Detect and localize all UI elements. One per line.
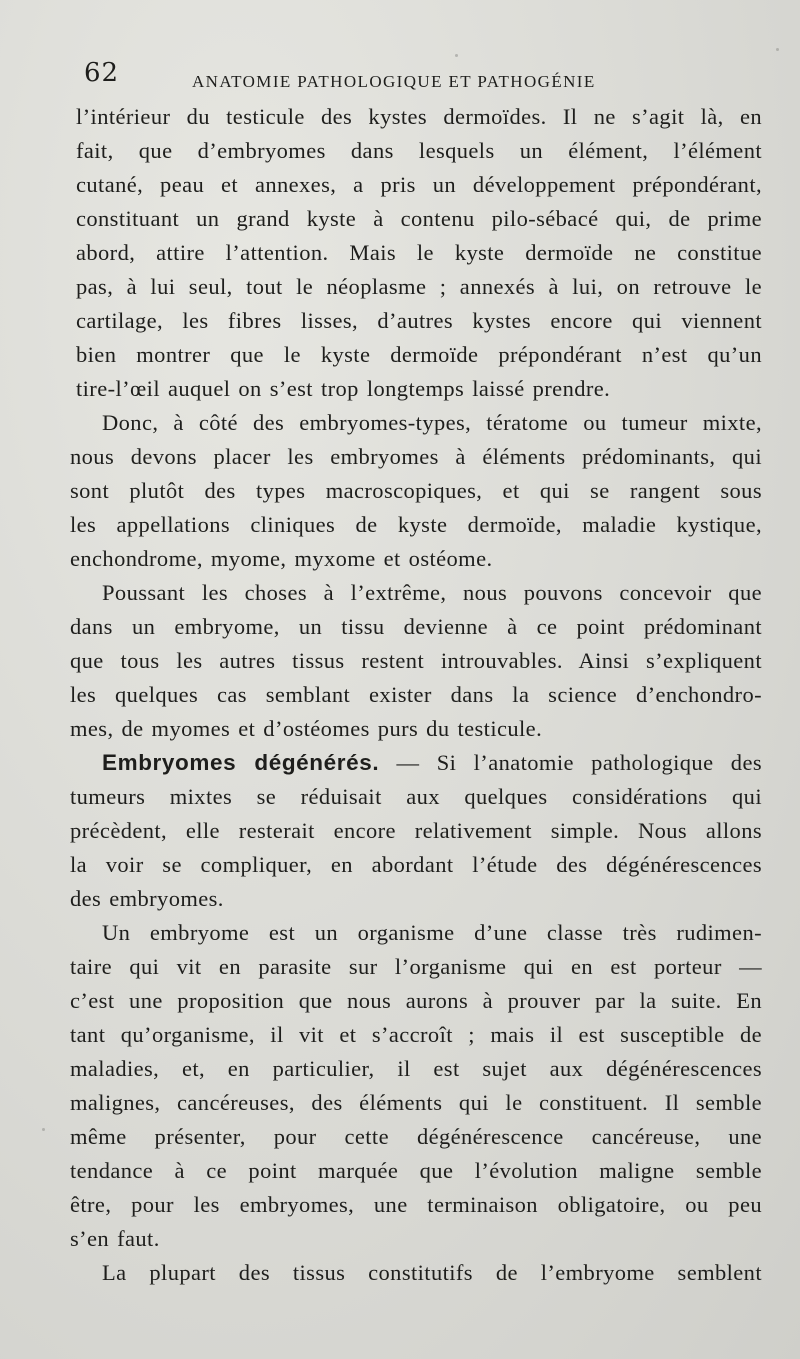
text-fragment: — Si l’anatomie pathologique des <box>396 750 762 775</box>
text-line: taire qui vit en parasite sur l’organisme qui en est porteur — <box>70 954 762 979</box>
text-line: des embryomes. <box>70 886 224 911</box>
page-header <box>84 58 664 94</box>
paper-speck <box>42 1128 45 1131</box>
text-line: maladies, et, en particulier, il est sujet aux dégénérescences <box>70 1056 762 1081</box>
text-line: fait, que d’embryomes dans lesquels un élément, l’élément <box>76 138 762 163</box>
text-line: abord, attire l’attention. Mais le kyste dermoïde ne constitue <box>76 240 762 265</box>
text-line: même présenter, pour cette dégénérescence cancéreuse, une <box>70 1124 762 1149</box>
text-line: bien montrer que le kyste dermoïde prépondérant n’est qu’un <box>76 342 762 367</box>
text-line: malignes, cancéreuses, des éléments qui le constituent. Il semble <box>70 1090 762 1115</box>
section-heading: Embryomes dégénérés. <box>102 750 380 775</box>
text-line: Donc, à côté des embryomes-types, tératome ou tumeur mixte, <box>102 410 762 435</box>
text-line: s’en faut. <box>70 1226 160 1251</box>
paper-speck <box>776 48 779 51</box>
text-line: mes, de myomes et d’ostéomes purs du testicule. <box>70 716 543 741</box>
text-line: pas, à lui seul, tout le néoplasme ; annexés à lui, on retrouve le <box>76 274 762 299</box>
text-line: La plupart des tissus constitutifs de l’embryome semblent <box>102 1260 762 1285</box>
text-line: c’est une proposition que nous aurons à prouver par la suite. En <box>70 988 762 1013</box>
text-line: constituant un grand kyste à contenu pilo-sébacé qui, de prime <box>76 206 762 231</box>
text-line: Un embryome est un organisme d’une classe très rudimen- <box>102 920 762 945</box>
text-line: tendance à ce point marquée que l’évolution maligne semble <box>70 1158 762 1183</box>
text-line: tant qu’organisme, il vit et s’accroît ; mais il est susceptible de <box>70 1022 762 1047</box>
text-line: que tous les autres tissus restent introuvables. Ainsi s’expliquent <box>70 648 762 673</box>
text-line: enchondrome, myome, myxome et ostéome. <box>70 546 493 571</box>
text-line: l’intérieur du testicule des kystes dermoïdes. Il ne s’agit là, en <box>76 104 762 129</box>
running-title: ANATOMIE PATHOLOGIQUE ET PATHOGÉNIE <box>192 72 596 91</box>
text-line: cartilage, les fibres lisses, d’autres kystes encore qui viennent <box>76 308 762 333</box>
text-line: tire-l’œil auquel on s’est trop longtemps laissé prendre. <box>76 376 611 401</box>
page-number: 62 <box>84 58 120 88</box>
text-line: dans un embryome, un tissu devienne à ce point prédominant <box>70 614 762 639</box>
text-line: être, pour les embryomes, une terminaison obligatoire, ou peu <box>70 1192 762 1217</box>
text-line: la voir se compliquer, en abordant l’étude des dégénérescences <box>70 852 762 877</box>
paper-speck <box>455 54 458 57</box>
text-line: les appellations cliniques de kyste dermoïde, maladie kystique, <box>70 512 762 537</box>
text-line: tumeurs mixtes se réduisait aux quelques considérations qui <box>70 784 762 809</box>
text-line-with-heading <box>70 746 762 780</box>
text-line: sont plutôt des types macroscopiques, et qui se rangent sous <box>70 478 762 503</box>
text-line: cutané, peau et annexes, a pris un développement prépondérant, <box>76 172 762 197</box>
text-line: précèdent, elle resterait encore relativement simple. Nous allons <box>70 818 762 843</box>
text-line: Poussant les choses à l’extrême, nous pouvons concevoir que <box>102 580 762 605</box>
text-line: nous devons placer les embryomes à éléments prédominants, qui <box>70 444 762 469</box>
body-text <box>70 100 762 1290</box>
text-line: les quelques cas semblant exister dans la science d’enchondro- <box>70 682 762 707</box>
